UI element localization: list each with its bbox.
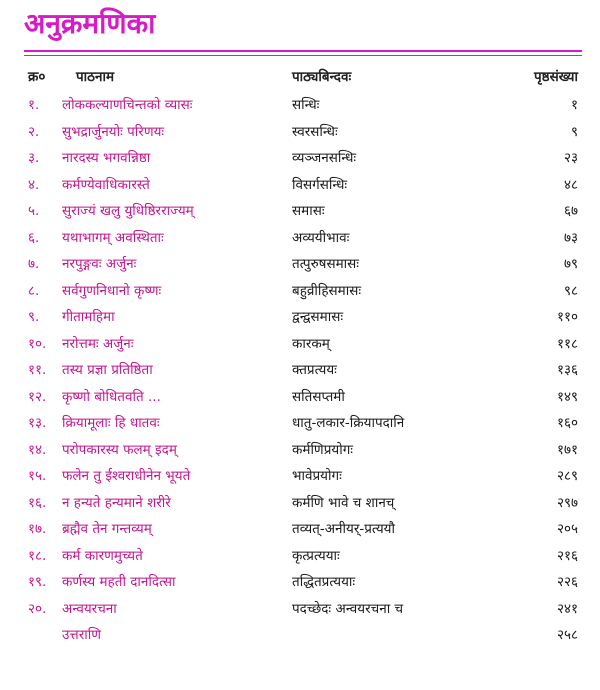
table-header <box>0 66 600 88</box>
table-row <box>0 384 600 411</box>
lesson-title: कर्म कारणमुच्यते <box>62 547 143 564</box>
lesson-title: सुराज्यं खलु युधिष्ठिरराज्यम् <box>62 203 194 219</box>
header-grammar-topic: पाठ्यबिन्दवः <box>292 69 352 85</box>
lesson-title: नरपुङ्गवः अर्जुनः <box>62 256 137 272</box>
row-number: ८. <box>28 282 40 299</box>
page-number: २०५ <box>556 521 578 537</box>
grammar-topic: सन्धिः <box>292 97 320 113</box>
page-number: २२६ <box>556 574 578 590</box>
row-number: १०. <box>28 335 47 352</box>
row-number: १७. <box>28 521 47 537</box>
table-row <box>0 225 600 252</box>
grammar-topic: सतिसप्तमी <box>292 388 345 405</box>
page-number: ७९ <box>563 256 578 272</box>
page-number: ४८ <box>563 176 578 193</box>
page-number: १६० <box>556 415 578 431</box>
lesson-title: कृष्णो बोधितवति ... <box>62 388 161 405</box>
page-number: ९८ <box>563 282 578 299</box>
lesson-title: क्रियामूलाः हि धातवः <box>62 415 160 431</box>
table-row <box>0 331 600 358</box>
table-row <box>0 569 600 596</box>
grammar-topic: अव्ययीभावः <box>292 229 350 246</box>
table-row <box>0 304 600 331</box>
grammar-topic: भावेप्रयोगः <box>292 468 342 484</box>
grammar-topic: तत्पुरुषसमासः <box>292 256 360 272</box>
page-number: २३ <box>563 150 578 166</box>
row-number: १. <box>28 97 40 113</box>
header-number: क्र० <box>28 69 46 85</box>
lesson-title: नारदस्य भगवन्निष्ठा <box>62 150 151 166</box>
row-number: १२. <box>28 388 47 405</box>
header-lesson-name: पाठनाम <box>76 69 115 85</box>
row-number: ३. <box>28 150 40 166</box>
lesson-title: परोपकारस्य फलम् इदम् <box>62 441 177 458</box>
page-number: २४१ <box>556 600 578 617</box>
page-number: १७१ <box>556 441 578 458</box>
table-row <box>0 198 600 225</box>
row-number: ५. <box>28 203 40 219</box>
grammar-topic: विसर्गसन्धिः <box>292 176 348 193</box>
grammar-topic: धातु-लकार-क्रियापदानि <box>292 415 405 431</box>
grammar-topic: पदच्छेदः अन्वयरचना च <box>292 600 404 617</box>
table-row <box>0 278 600 305</box>
row-number: ७. <box>28 256 40 272</box>
row-number: १९. <box>28 574 47 590</box>
page-number: १ <box>570 97 578 113</box>
lesson-title: सर्वगुणनिधानो कृष्णः <box>62 282 162 299</box>
grammar-topic: तव्यत्-अनीयर्-प्रत्ययौ <box>292 521 395 537</box>
table-row <box>0 490 600 517</box>
grammar-topic: कारकम् <box>292 335 330 352</box>
page-number: ११० <box>556 309 578 325</box>
page-number: २८९ <box>556 468 578 484</box>
table-row <box>0 92 600 119</box>
page-number: २१६ <box>556 547 578 564</box>
grammar-topic: स्वरसन्धिः <box>292 123 338 140</box>
lesson-title: अन्वयरचना <box>62 600 117 617</box>
lesson-title: कर्णस्य महती दानदित्सा <box>62 574 176 590</box>
lesson-title: सुभद्रार्जुनयोः परिणयः <box>62 123 165 140</box>
row-number: १५. <box>28 468 47 484</box>
table-row <box>0 410 600 437</box>
grammar-topic: द्वन्द्वसमासः <box>292 309 344 325</box>
grammar-topic: समासः <box>292 203 325 219</box>
contents-list <box>0 92 600 649</box>
grammar-topic: बहुव्रीहिसमासः <box>292 282 362 299</box>
lesson-title: न हन्यते हन्यमाने शरीरे <box>62 494 171 511</box>
grammar-topic: कर्मणि भावे च शानच् <box>292 494 395 511</box>
title-divider <box>24 50 582 52</box>
row-number: १६. <box>28 494 47 511</box>
page-number: २९७ <box>556 494 578 511</box>
page-number: ६७ <box>563 203 578 219</box>
lesson-title: यथाभागम् अवस्थिताः <box>62 229 164 246</box>
table-row <box>0 596 600 623</box>
page-number: १४९ <box>556 388 578 405</box>
page-number: ९ <box>570 123 578 140</box>
lesson-title: लोककल्याणचिन्तको व्यासः <box>62 97 193 113</box>
row-number: ११. <box>28 362 47 378</box>
row-number: ६. <box>28 229 40 246</box>
table-row <box>0 119 600 146</box>
row-number: २०. <box>28 600 47 617</box>
grammar-topic: तद्धितप्रत्ययाः <box>292 574 356 590</box>
title-divider-thin <box>24 55 582 56</box>
page-title: अनुक्रमणिका <box>24 7 156 40</box>
table-row <box>0 516 600 543</box>
lesson-title: कर्मण्येवाधिकारस्ते <box>62 176 150 193</box>
lesson-title: फलेन तु ईश्वराधीनेन भूयते <box>62 468 191 484</box>
table-row <box>0 543 600 570</box>
table-row <box>0 622 600 649</box>
row-number: १३. <box>28 415 47 431</box>
lesson-title: तस्य प्रज्ञा प्रतिष्ठिता <box>62 362 153 378</box>
table-row <box>0 437 600 464</box>
table-row <box>0 145 600 172</box>
row-number: १४. <box>28 441 47 458</box>
header-page-number: पृष्ठसंख्या <box>534 69 578 85</box>
table-row <box>0 172 600 199</box>
row-number: ९. <box>28 309 40 325</box>
grammar-topic: व्यञ्जनसन्धिः <box>292 150 357 166</box>
page-number: २५८ <box>556 627 578 643</box>
table-row <box>0 357 600 384</box>
page-number: ११८ <box>556 335 578 352</box>
row-number: २. <box>28 123 40 140</box>
lesson-title: नरोत्तमः अर्जुनः <box>62 335 134 352</box>
page-number: १३६ <box>556 362 578 378</box>
row-number: ४. <box>28 176 40 193</box>
grammar-topic: क्तप्रत्ययः <box>292 362 337 378</box>
grammar-topic: कर्मणिप्रयोगः <box>292 441 354 458</box>
table-row <box>0 463 600 490</box>
page-number: ७३ <box>563 229 578 246</box>
lesson-title: गीतामहिमा <box>62 309 115 325</box>
lesson-title: उत्तराणि <box>62 627 102 643</box>
table-row <box>0 251 600 278</box>
lesson-title: ब्रह्मैव तेन गन्तव्यम् <box>62 521 152 537</box>
row-number: १८. <box>28 547 47 564</box>
grammar-topic: कृत्प्रत्ययाः <box>292 547 340 564</box>
